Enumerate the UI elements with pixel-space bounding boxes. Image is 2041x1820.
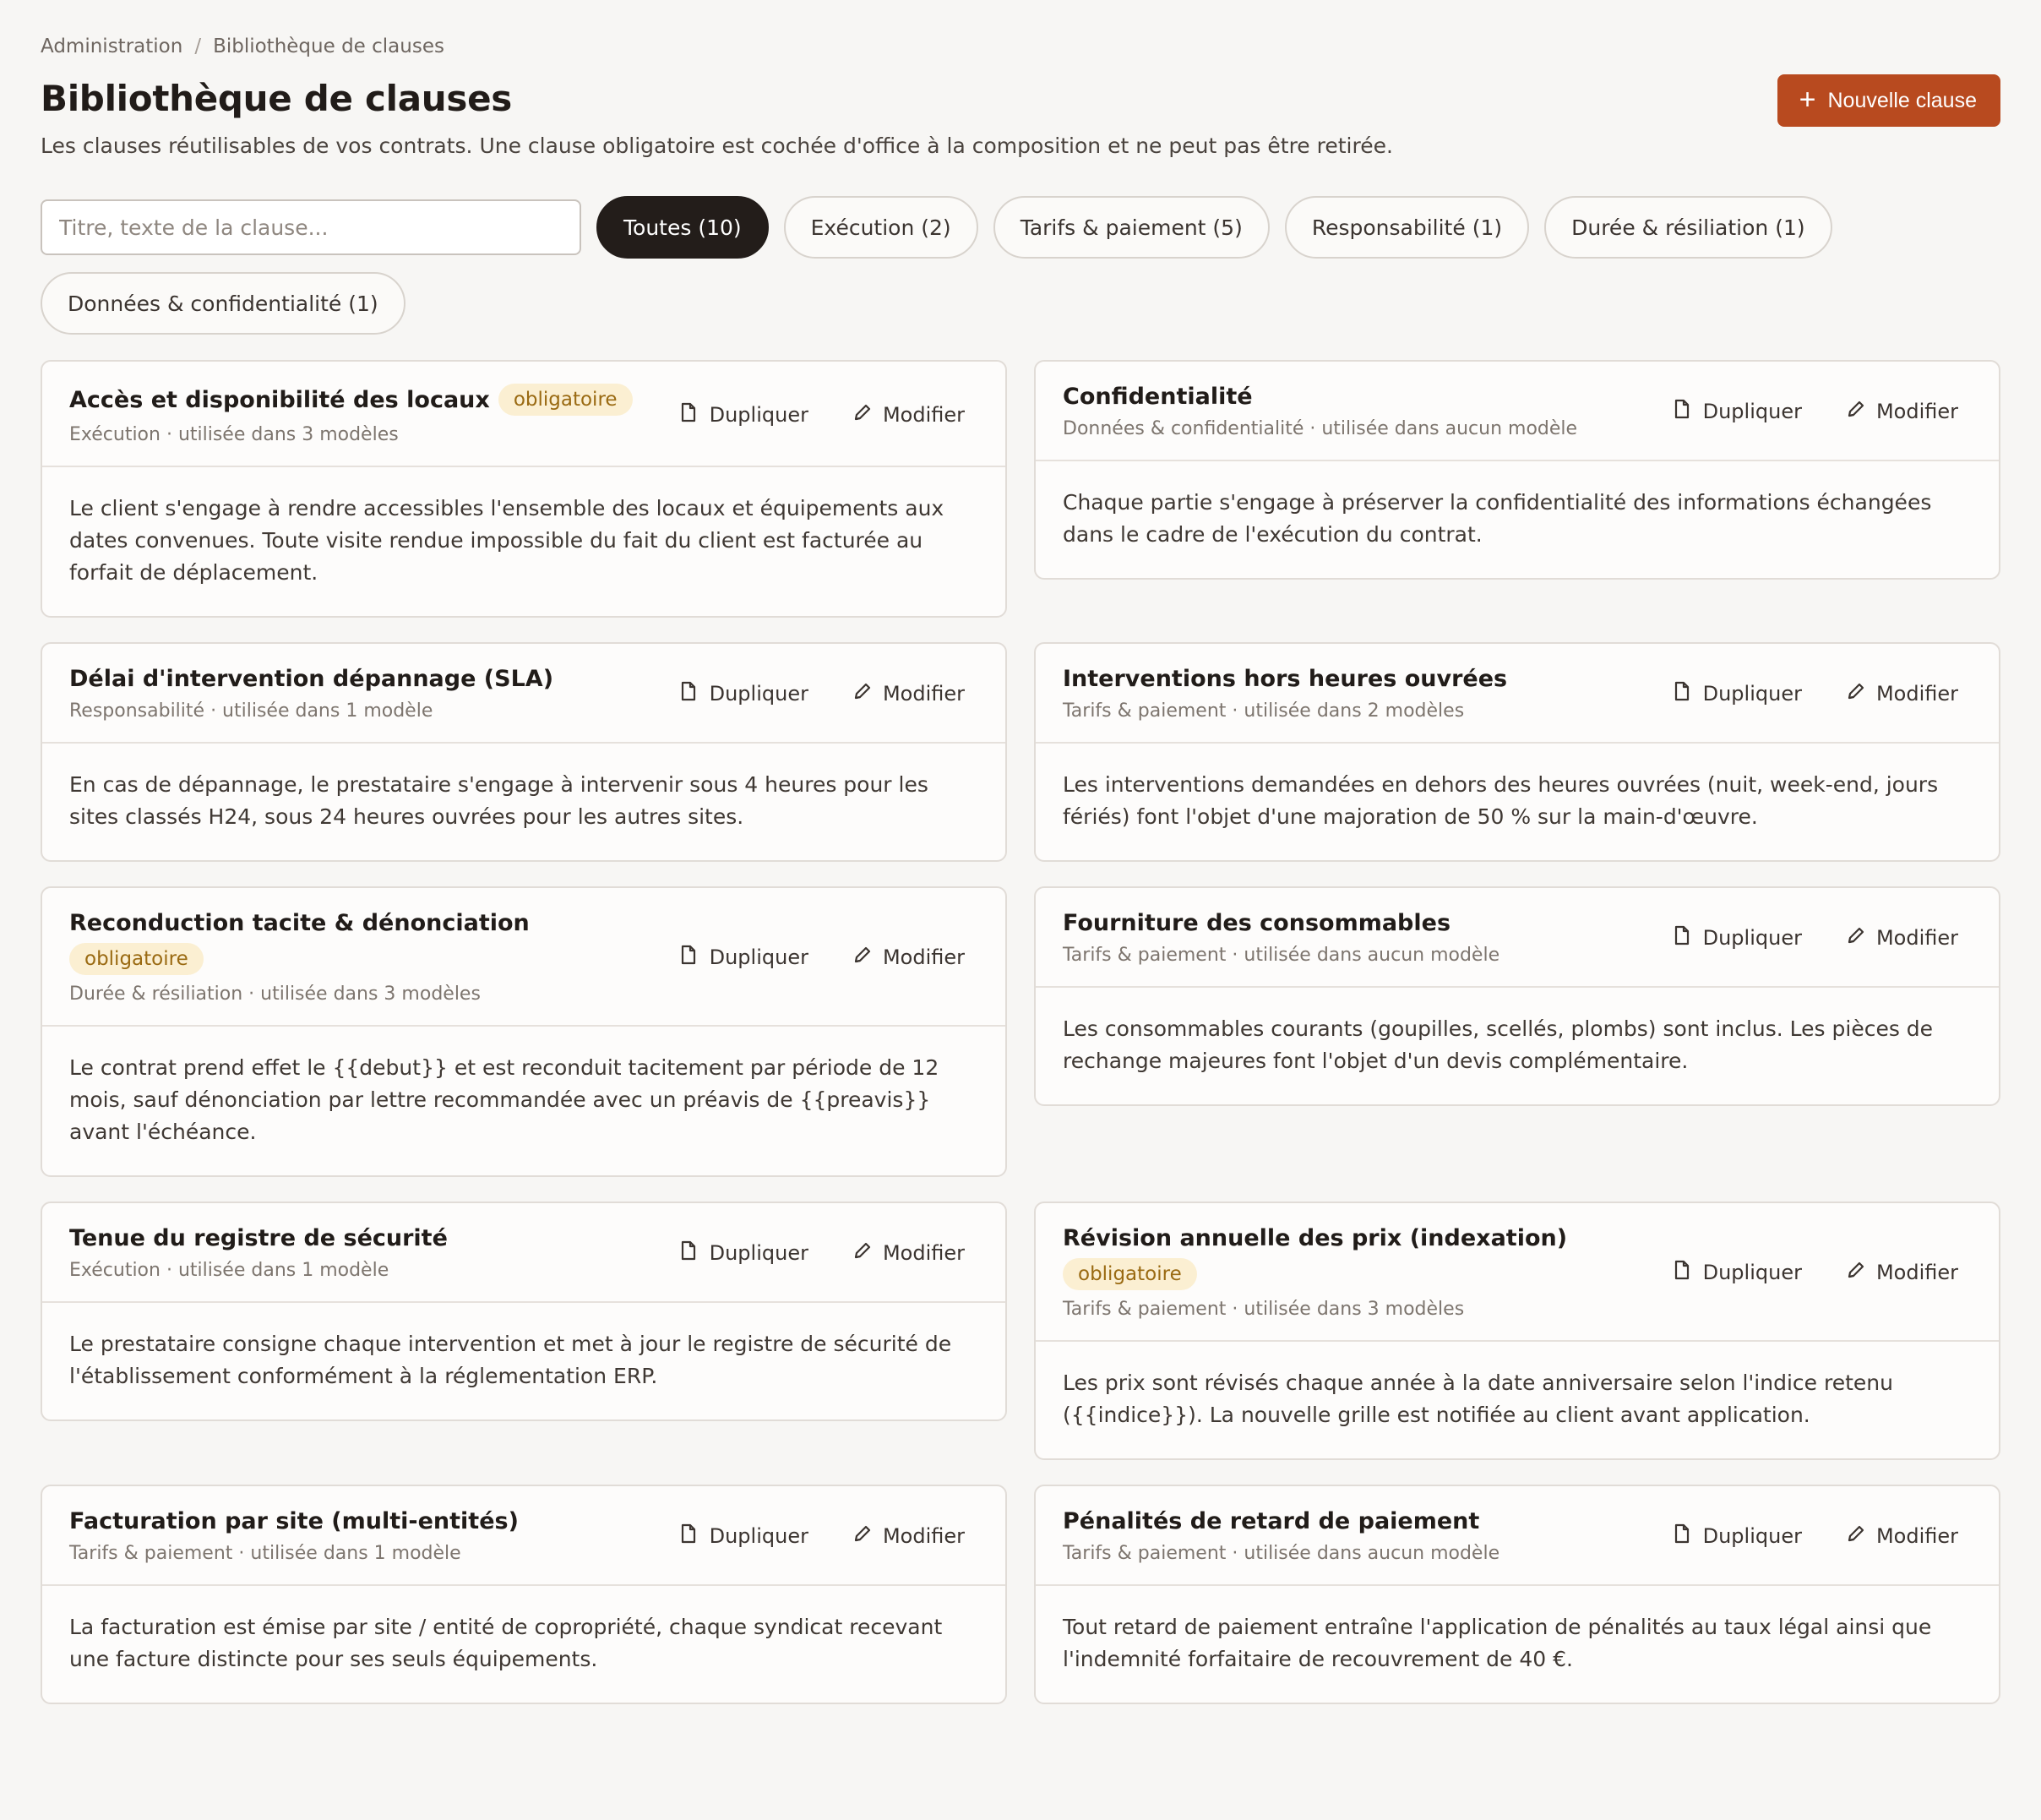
- duplicate-label: Dupliquer: [709, 1524, 808, 1548]
- clause-meta: Tarifs & paiement · utilisée dans aucun modèle: [1063, 1543, 1500, 1564]
- clause-card-header: [1036, 888, 1999, 988]
- duplicate-button[interactable]: [666, 938, 822, 977]
- document-icon: [679, 945, 698, 970]
- clause-meta: Exécution · utilisée dans 1 modèle: [69, 1260, 389, 1281]
- mandatory-badge: obligatoire: [69, 943, 204, 975]
- edit-label: Modifier: [1875, 1524, 1958, 1548]
- document-icon: [679, 1240, 698, 1266]
- clause-card: [1034, 886, 2000, 1106]
- clause-card-header: [1036, 1203, 1999, 1342]
- document-icon: [1673, 1260, 1691, 1285]
- duplicate-label: Dupliquer: [709, 1241, 808, 1265]
- clause-card: [41, 1485, 1007, 1704]
- pencil-icon: [852, 1240, 871, 1266]
- breadcrumb-current: Bibliothèque de clauses: [213, 35, 444, 57]
- edit-label: Modifier: [1875, 1261, 1958, 1284]
- duplicate-label: Dupliquer: [1702, 682, 1802, 706]
- clause-card-header: [1036, 362, 1999, 461]
- edit-label: Modifier: [1875, 400, 1958, 423]
- document-icon: [1673, 399, 1691, 424]
- clause-title: Fourniture des consommables: [1063, 910, 1451, 936]
- clause-meta: Données & confidentialité · utilisée dans aucun modèle: [1063, 418, 1578, 439]
- edit-button[interactable]: [839, 674, 978, 713]
- page-title: Bibliothèque de clauses: [41, 78, 512, 119]
- clause-meta: Tarifs & paiement · utilisée dans aucun modèle: [1063, 945, 1500, 966]
- filter-chip[interactable]: Toutes (10): [596, 196, 769, 259]
- clause-meta: Tarifs & paiement · utilisée dans 3 modèles: [1063, 1299, 1465, 1320]
- clause-card: [1034, 1202, 2000, 1460]
- document-icon: [1673, 1523, 1691, 1549]
- clause-card-header: [42, 1203, 1005, 1303]
- mandatory-badge: obligatoire: [498, 384, 633, 416]
- filter-chip[interactable]: Données & confidentialité (1): [41, 272, 405, 335]
- clause-text: Le prestataire consigne chaque intervention et met à jour le registre de sécurité de l'établissement conformément à la réglementation ERP.: [69, 1332, 952, 1388]
- clause-title: Tenue du registre de sécurité: [69, 1225, 448, 1251]
- duplicate-label: Dupliquer: [1702, 1261, 1802, 1284]
- pencil-icon: [1846, 681, 1864, 706]
- duplicate-label: Dupliquer: [1702, 400, 1802, 423]
- page-subtitle: Les clauses réutilisables de vos contrats. Une clause obligatoire est cochée d'office à la composition et ne peut pas être retirée.: [41, 134, 1393, 158]
- duplicate-button[interactable]: [666, 674, 822, 713]
- clause-title: Reconduction tacite & dénonciation: [69, 910, 530, 936]
- clause-card: [1034, 360, 2000, 580]
- clause-text: Les interventions demandées en dehors des heures ouvrées (nuit, week-end, jours fériés) font l'objet d'une majoration de 50 % sur la main-d'œuvre.: [1063, 772, 1939, 829]
- clause-card: [1034, 1485, 2000, 1704]
- document-icon: [679, 402, 698, 428]
- pencil-icon: [1846, 1260, 1864, 1285]
- edit-label: Modifier: [1875, 682, 1958, 706]
- duplicate-button[interactable]: [1659, 918, 1815, 957]
- clause-title: Accès et disponibilité des locaux: [69, 386, 490, 413]
- duplicate-button[interactable]: [1659, 1517, 1815, 1556]
- clause-text: Les prix sont révisés chaque année à la date anniversaire selon l'indice retenu ({{indice}}). La nouvelle grille est notifiée au client avant application.: [1063, 1370, 1893, 1427]
- edit-label: Modifier: [882, 945, 965, 969]
- edit-button[interactable]: [1832, 918, 1972, 957]
- duplicate-button[interactable]: [666, 395, 822, 434]
- clause-title: Confidentialité: [1063, 384, 1253, 410]
- pencil-icon: [1846, 1523, 1864, 1549]
- document-icon: [679, 1523, 698, 1549]
- plus-icon: +: [1799, 83, 1816, 116]
- document-icon: [1673, 925, 1691, 951]
- clause-meta: Exécution · utilisée dans 3 modèles: [69, 424, 399, 445]
- pencil-icon: [852, 402, 871, 428]
- breadcrumb-separator: /: [194, 35, 202, 57]
- clause-card-header: [42, 1486, 1005, 1586]
- clause-grid: [41, 360, 2000, 1704]
- breadcrumb-link-administration[interactable]: Administration: [41, 35, 183, 57]
- new-clause-button[interactable]: [1777, 74, 2000, 127]
- duplicate-button[interactable]: [666, 1517, 822, 1556]
- pencil-icon: [852, 1523, 871, 1549]
- clause-text: Le contrat prend effet le {{debut}} et est reconduit tacitement par période de 12 mois, sauf dénonciation par lettre recommandée avec un préavis de {{preavis}} avant l'échéance.: [69, 1055, 939, 1144]
- clause-text: Les consommables courants (goupilles, scellés, plombs) sont inclus. Les pièces de rechange majeures font l'objet d'un devis complémentaire.: [1063, 1016, 1934, 1073]
- clause-text: Tout retard de paiement entraîne l'application de pénalités au taux légal ainsi que l'indemnité forfaitaire de recouvrement de 40 €.: [1063, 1615, 1932, 1671]
- filter-chip[interactable]: Responsabilité (1): [1285, 196, 1529, 259]
- edit-button[interactable]: [1832, 674, 1972, 713]
- clause-text: Le client s'engage à rendre accessibles l'ensemble des locaux et équipements aux dates convenues. Toute visite rendue impossible du fait du client est facturée au forfait de déplacement.: [69, 496, 944, 585]
- edit-button[interactable]: [839, 1517, 978, 1556]
- duplicate-button[interactable]: [666, 1234, 822, 1272]
- clause-title: Interventions hors heures ouvrées: [1063, 666, 1508, 692]
- edit-label: Modifier: [882, 682, 965, 706]
- clause-meta: Tarifs & paiement · utilisée dans 1 modèle: [69, 1543, 461, 1564]
- edit-label: Modifier: [1875, 926, 1958, 950]
- clause-card-header: [42, 362, 1005, 467]
- clause-meta: Tarifs & paiement · utilisée dans 2 modèles: [1063, 700, 1465, 722]
- edit-button[interactable]: [839, 395, 978, 434]
- duplicate-label: Dupliquer: [709, 945, 808, 969]
- clause-title: Facturation par site (multi-entités): [69, 1508, 519, 1534]
- edit-label: Modifier: [882, 402, 965, 427]
- clause-card: [41, 642, 1007, 862]
- clause-card-header: [1036, 1486, 1999, 1586]
- duplicate-button[interactable]: [1659, 1253, 1815, 1292]
- pencil-icon: [1846, 925, 1864, 951]
- pencil-icon: [852, 681, 871, 706]
- clause-meta: Durée & résiliation · utilisée dans 3 modèles: [69, 984, 481, 1005]
- duplicate-button[interactable]: [1659, 674, 1815, 713]
- duplicate-label: Dupliquer: [709, 402, 808, 427]
- clause-card: [41, 360, 1007, 618]
- document-icon: [679, 681, 698, 706]
- clause-title: Délai d'intervention dépannage (SLA): [69, 666, 554, 692]
- search-input[interactable]: [41, 199, 581, 255]
- duplicate-button[interactable]: [1659, 392, 1815, 431]
- clause-card-header: [1036, 644, 1999, 744]
- mandatory-badge: obligatoire: [1063, 1258, 1197, 1290]
- edit-button[interactable]: [839, 1234, 978, 1272]
- filter-chip[interactable]: Durée & résiliation (1): [1544, 196, 1832, 259]
- clause-card: [41, 886, 1007, 1177]
- clause-meta: Responsabilité · utilisée dans 1 modèle: [69, 700, 433, 722]
- clause-card-header: [42, 644, 1005, 744]
- duplicate-label: Dupliquer: [709, 682, 808, 706]
- clause-card-header: [42, 888, 1005, 1027]
- clause-card: [1034, 642, 2000, 862]
- filter-chip[interactable]: Exécution (2): [784, 196, 978, 259]
- filter-toolbar: [41, 196, 2000, 335]
- edit-button[interactable]: [1832, 392, 1972, 431]
- duplicate-label: Dupliquer: [1702, 1524, 1802, 1548]
- pencil-icon: [852, 945, 871, 970]
- clause-card: [41, 1202, 1007, 1421]
- edit-label: Modifier: [882, 1241, 965, 1265]
- filter-chip[interactable]: Tarifs & paiement (5): [993, 196, 1270, 259]
- document-icon: [1673, 681, 1691, 706]
- edit-label: Modifier: [882, 1524, 965, 1548]
- clause-text: La facturation est émise par site / entité de copropriété, chaque syndicat recevant une facture distincte pour ses seuls équipements.: [69, 1615, 943, 1671]
- clause-title: Pénalités de retard de paiement: [1063, 1508, 1480, 1534]
- clause-text: En cas de dépannage, le prestataire s'engage à intervenir sous 4 heures pour les sites classés H24, sous 24 heures ouvrées pour les autres sites.: [69, 772, 928, 829]
- edit-button[interactable]: [1832, 1517, 1972, 1556]
- new-clause-label: Nouvelle clause: [1827, 88, 1977, 112]
- duplicate-label: Dupliquer: [1702, 926, 1802, 950]
- clause-title: Révision annuelle des prix (indexation): [1063, 1225, 1568, 1251]
- edit-button[interactable]: [839, 938, 978, 977]
- breadcrumb: [41, 35, 444, 57]
- edit-button[interactable]: [1832, 1253, 1972, 1292]
- pencil-icon: [1846, 399, 1864, 424]
- clause-text: Chaque partie s'engage à préserver la confidentialité des informations échangées dans le cadre de l'exécution du contrat.: [1063, 490, 1932, 547]
